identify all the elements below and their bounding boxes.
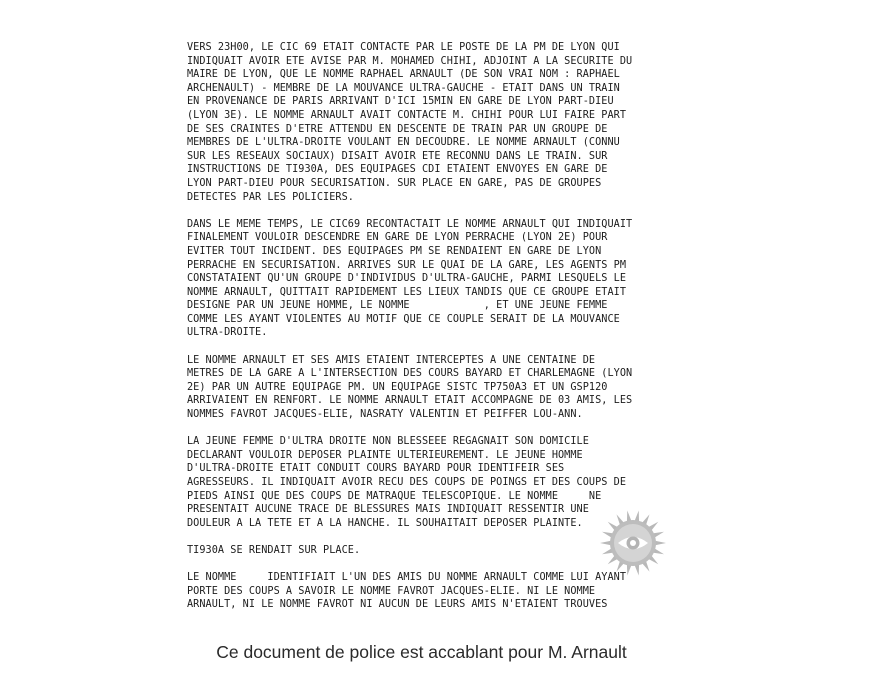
report-line: EN PROVENANCE DE PARIS ARRIVANT D'ICI 15MIN EN GARE DE LYON PART-DIEU: [187, 96, 614, 108]
report-line: LA JEUNE FEMME D'ULTRA DROITE NON BLESSEEE REGAGNAIT SON DOMICILE: [187, 436, 589, 448]
report-paragraph-4: [187, 435, 657, 530]
report-line: PIEDS AINSI QUE DES COUPS DE MATRAQUE TELESCOPIQUE. LE NOMME NE: [187, 490, 602, 502]
report-line: ARNAULT, NI LE NOMME FAVROT NI AUCUN DE LEURS AMIS N'ETAIENT TROUVES: [187, 599, 608, 611]
report-line: PERRACHE EN SECURISATION. ARRIVES SUR LE QUAI DE LA GARE, LES AGENTS PM: [187, 259, 627, 271]
report-paragraph-5: [187, 544, 657, 558]
report-line: EVITER TOUT INCIDENT. DES EQUIPAGES PM SE RENDAIENT EN GARE DE LYON: [187, 245, 602, 257]
report-paragraph-2: [187, 218, 657, 340]
report-line: INSTRUCTIONS DE TI930A, DES EQUIPAGES CDI ETAIENT ENVOYES EN GARE DE: [187, 164, 608, 176]
report-line: CONSTATAIENT QU'UN GROUPE D'INDIVIDUS D'ULTRA-GAUCHE, PARMI LESQUELS LE: [187, 273, 627, 285]
report-line: DOULEUR A LA TETE ET A LA HANCHE. IL SOUHAITAIT DEPOSER PLAINTE.: [187, 517, 583, 529]
report-line: METRES DE LA GARE A L'INTERSECTION DES COURS BAYARD ET CHARLEMAGNE (LYON: [187, 368, 633, 380]
report-line: DE SES CRAINTES D'ETRE ATTENDU EN DESCENTE DE TRAIN PAR UN GROUPE DE: [187, 123, 608, 135]
report-line: COMME LES AYANT VIOLENTES AU MOTIF QUE CE COUPLE SERAIT DE LA MOUVANCE: [187, 313, 620, 325]
report-line: DECLARANT VOULOIR DEPOSER PLAINTE ULTERIEUREMENT. LE JEUNE HOMME: [187, 449, 583, 461]
report-line: ARRIVAIENT EN RENFORT. LE NOMME ARNAULT ETAIT ACCOMPAGNE DE 03 AMIS, LES: [187, 395, 633, 407]
image-caption: Ce document de police est accablant pour M. Arnault: [216, 642, 627, 662]
report-line: SUR LES RESEAUX SOCIAUX) DISAIT AVOIR ETE RECONNU DANS LE TRAIN. SUR: [187, 150, 608, 162]
report-line: DESIGNE PAR UN JEUNE HOMME, LE NOMME , ET UNE JEUNE FEMME: [187, 300, 608, 312]
report-line: PRESENTAIT AUCUNE TRACE DE BLESSURES MAIS INDIQUAIT RESSENTIR UNE: [187, 504, 589, 516]
report-line: MEMBRES DE L'ULTRA-DROITE VOULANT EN DECOUDRE. LE NOMME ARNAULT (CONNU: [187, 137, 620, 149]
report-line: MAIRE DE LYON, QUE LE NOMME RAPHAEL ARNAULT (DE SON VRAI NOM : RAPHAEL: [187, 69, 620, 81]
report-line: LE NOMME ARNAULT ET SES AMIS ETAIENT INTERCEPTES A UNE CENTAINE DE: [187, 354, 596, 366]
report-paragraph-1: [187, 41, 657, 204]
report-line: VERS 23H00, LE CIC 69 ETAIT CONTACTE PAR LE POSTE DE LA PM DE LYON QUI: [187, 42, 620, 53]
report-line: PORTE DES COUPS A SAVOIR LE NOMME FAVROT JACQUES-ELIE. NI LE NOMME: [187, 585, 596, 597]
report-line: NOMMES FAVROT JACQUES-ELIE, NASRATY VALENTIN ET PEIFFER LOU-ANN.: [187, 409, 583, 421]
report-line: AGRESSEURS. IL INDIQUAIT AVOIR RECU DES COUPS DE POINGS ET DES COUPS DE: [187, 477, 627, 488]
eye-seal-icon: [599, 509, 667, 577]
report-line: TI930A SE RENDAIT SUR PLACE.: [187, 544, 361, 556]
report-line: (LYON 3E). LE NOMME ARNAULT AVAIT CONTACTE M. CHIHI POUR LUI FAIRE PART: [187, 109, 627, 121]
report-line: LE NOMME IDENTIFIAIT L'UN DES AMIS DU NOMME ARNAULT COMME LUI AYANT: [187, 572, 627, 584]
report-paragraph-3: [187, 354, 657, 422]
report-line: DANS LE MEME TEMPS, LE CIC69 RECONTACTAIT LE NOMME ARNAULT QUI INDIQUAIT: [187, 218, 633, 230]
report-line: DETECTES PAR LES POLICIERS.: [187, 191, 354, 203]
report-line: ARCHENAULT) - MEMBRE DE LA MOUVANCE ULTRA-GAUCHE - ETAIT DANS UN TRAIN: [187, 82, 620, 94]
report-line: 2E) PAR UN AUTRE EQUIPAGE PM. UN EQUIPAGE SISTC TP750A3 ET UN GSP120: [187, 381, 608, 393]
report-line: LYON PART-DIEU POUR SECURISATION. SUR PLACE EN GARE, PAS DE GROUPES: [187, 177, 602, 189]
report-paragraph-6: [187, 571, 657, 612]
report-line: D'ULTRA-DROITE ETAIT CONDUIT COURS BAYARD POUR IDENTIFEIR SES: [187, 463, 565, 475]
report-line: ULTRA-DROITE.: [187, 327, 268, 339]
report-line: NOMME ARNAULT, QUITTAIT RAPIDEMENT LES LIEUX TANDIS QUE CE GROUPE ETAIT: [187, 286, 627, 298]
report-line: INDIQUAIT AVOIR ETE AVISE PAR M. MOHAMED CHIHI, ADJOINT A LA SECURITE DU: [187, 55, 633, 67]
report-line: FINALEMENT VOULOIR DESCENDRE EN GARE DE LYON PERRACHE (LYON 2E) POUR: [187, 232, 608, 244]
police-report-document: [187, 41, 657, 626]
